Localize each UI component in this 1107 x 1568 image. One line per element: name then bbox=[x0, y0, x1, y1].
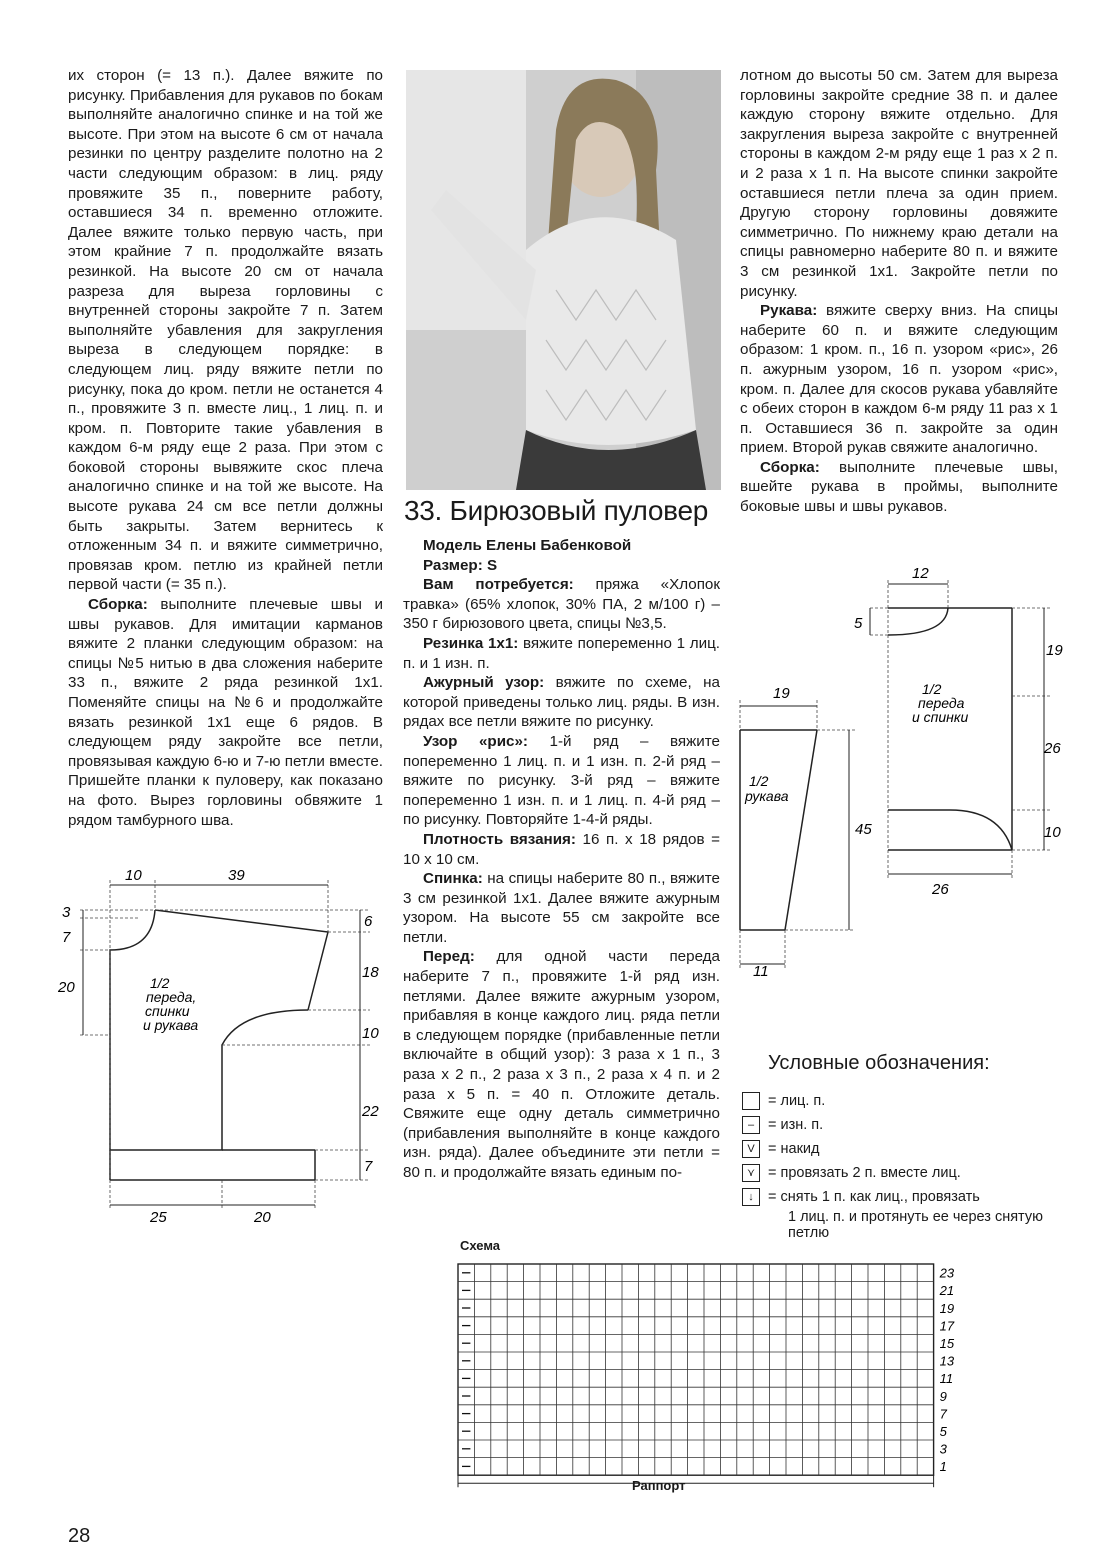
row-number: 17 bbox=[939, 1318, 955, 1334]
legend-item bbox=[742, 1113, 1062, 1137]
front-text: для одной части переда наберите 7 п., провяжите 1-й ряд изн. петлями. Далее вяжите ажурным узором, прибавляя в конце каждого лиц. ряда петли в следующем порядке (прибавленные петли включайте в общий узор): 3 раза х 1 п., 3 раза х 2 п., 2 раза х 3 п., 2 раза х 4 п. и 2 раза х 5 п. = 40 п. Отложите деталь. Свяжите еще одну деталь симметрично (прибавления выполняйте в конце каждого изн. ряда). Далее объедините эти петли = 80 п. и продолжайте вязать единым по- bbox=[403, 948, 720, 1181]
assembly-heading: Сборка: bbox=[760, 458, 820, 476]
diagram-label: 1/2 bbox=[749, 773, 769, 789]
scheme-title: Схема bbox=[460, 1238, 501, 1253]
gauge-heading: Плотность вязания: bbox=[423, 830, 576, 848]
legend-text: = лиц. п. bbox=[768, 1093, 826, 1109]
sleeves-heading: Рукава: bbox=[760, 302, 818, 320]
front-heading: Перед: bbox=[423, 948, 475, 966]
photo-illustration bbox=[406, 70, 721, 490]
row-number: 7 bbox=[939, 1406, 947, 1422]
dim-label: 10 bbox=[1044, 824, 1061, 841]
dim-label: 20 bbox=[58, 979, 75, 996]
rib-heading: Резинка 1х1: bbox=[423, 634, 519, 652]
paragraph: лотном до высоты 50 см. Затем для выреза горловины закройте средние 38 п. и далее каждую сторону вяжите отдельно. Для закругления выреза закройте с внутренней стороны в каждом 2-м ряду еще 1 раз х 2 п. и 2 раза х 1 п. На высоте спинки закройте оставшиеся петли плеча за один прием. Другую сторону горловины довяжите симметрично. По нижнему краю детали на спицы равномерно наберите 80 п. и вяжите 3 см резинкой 1х1. Закройте петли по рисунку. bbox=[740, 67, 1058, 300]
dim-label: 26 bbox=[932, 881, 949, 898]
dim-label: 18 bbox=[362, 964, 379, 981]
dim-label: 10 bbox=[362, 1025, 379, 1042]
legend-text: = изн. п. bbox=[768, 1117, 824, 1133]
text-column-3 bbox=[740, 66, 1058, 517]
row-number: 11 bbox=[939, 1371, 954, 1387]
dim-label: 19 bbox=[773, 685, 790, 702]
assembly-heading: Сборка: bbox=[88, 596, 148, 614]
dim-label: 39 bbox=[228, 867, 245, 884]
row-number: 1 bbox=[939, 1459, 947, 1475]
knit-symbol-icon bbox=[742, 1092, 760, 1110]
row-number: 15 bbox=[939, 1336, 955, 1351]
dim-label: 22 bbox=[362, 1103, 379, 1120]
diagram-label: рукава bbox=[745, 788, 789, 804]
materials bbox=[403, 575, 720, 634]
row-numbers bbox=[939, 1266, 955, 1475]
lace-text: вяжите по схеме, на которой приведены только лиц. ряды. В изн. рядах все петли вяжите по рисунку. bbox=[403, 674, 720, 731]
sleeves-text: вяжите сверху вниз. На спицы наберите 60 п. и вяжите следующим образом: 1 кром. п., 16 п. узором «рис», 26 п. ажурным узором, 16 п. узором «рис», кром. п. Далее для скосов рукава убавляйте с обеих сторон в каждом 6-м ряду 11 раз х 1 п. Оставшиеся 36 п. закройте за один прием. Второй рукав свяжите аналогично. bbox=[740, 302, 1058, 457]
rib-pattern bbox=[403, 634, 720, 673]
dim-label: 10 bbox=[125, 867, 142, 884]
dim-label: 7 bbox=[364, 1158, 373, 1175]
yarn-over-symbol-icon: V bbox=[742, 1140, 760, 1158]
dim-label: 26 bbox=[1044, 740, 1061, 757]
chart-grid bbox=[458, 1264, 934, 1487]
k2tog-symbol-icon: ⋎ bbox=[742, 1164, 760, 1182]
dim-label: 11 bbox=[753, 963, 769, 980]
rib-text: вяжите попеременно 1 лиц. п. и 1 изн. п. bbox=[403, 634, 721, 672]
row-number: 21 bbox=[939, 1283, 955, 1299]
legend-item bbox=[742, 1161, 1062, 1185]
row-number: 23 bbox=[939, 1265, 955, 1281]
text-column-2 bbox=[403, 536, 720, 1183]
size-text: Размер: S bbox=[423, 556, 498, 574]
diagram-label: переда, bbox=[146, 989, 197, 1005]
size bbox=[403, 556, 720, 576]
legend-text: = накид bbox=[768, 1141, 820, 1157]
row-number: 19 bbox=[939, 1300, 955, 1316]
dim-label: 5 bbox=[854, 615, 863, 632]
model-author bbox=[403, 536, 720, 556]
legend-item bbox=[742, 1089, 1062, 1113]
dim-label: 25 bbox=[150, 1209, 167, 1226]
dim-label: 7 bbox=[62, 929, 71, 946]
diagram-label: и спинки bbox=[912, 709, 969, 725]
model-author-text: Модель Елены Бабенковой bbox=[423, 537, 632, 554]
model-photo bbox=[406, 70, 721, 490]
gauge bbox=[403, 830, 720, 869]
materials-text: пряжа «Хлопок травка» (65% хлопок, 30% ПА, 2 м/100 г) – 350 г бирюзового цвета, спицы №3,5. bbox=[403, 576, 721, 633]
paragraph: их сторон (= 13 п.). Далее вяжите по рисунку. Прибавления для рукавов по бокам выполняйте аналогично спинке и на той же высоте. При этом на высоте 6 см от начала резинки по центру разделите полотно на 2 части следующим образом: в лиц. ряду провяжите 35 п., поверните работу, оставшиеся 34 п. временно отложите. Далее вяжите только первую часть, при этом крайние 7 п. продолжайте вязать резинкой. На высоте 20 см от начала разреза для выреза горловины с внутренней стороны закройте 7 п. Затем выполняйте убавления для закругления выреза в следующем порядке: в следующем лиц. ряду вяжите петли по рисунку, пока до кром. петли не останется 4 п., провяжите 3 п. вместе лиц., 1 лиц. п. и кром. п. Повторите такие убавления в каждом 6-м ряду еще 2 раза. При этом с боковой стороны вывяжите скос плеча аналогично спинке и на той же высоте. На высоте рукава 24 см все петли должны быть закрыты. Затем вернитесь к отложенным 34 п. и вяжите симметрично, провязав кром. петлю из крайней петли первой части (= 35 п.). bbox=[68, 67, 383, 594]
dim-label: 6 bbox=[364, 913, 373, 930]
dim-label: 20 bbox=[254, 1209, 271, 1226]
rice-text: 1-й ряд – вяжите попеременно 1 лиц. п. и 1 изн. п. 2-й ряд – вяжите по рисунку. 3-й ряд – вяжите попеременно 1 изн. п. и 1 лиц. п. 4-й ряд – по рисунку. Повторяйте 1-4-й ряды. bbox=[403, 732, 720, 829]
rice-heading: Узор «рис»: bbox=[423, 732, 528, 750]
legend bbox=[742, 1052, 1062, 1241]
legend-item bbox=[742, 1137, 1062, 1161]
diagram-label: 1/2 bbox=[150, 975, 170, 991]
knitting-chart bbox=[455, 1262, 975, 1492]
pattern-diagram-front-back-sleeve bbox=[50, 860, 390, 1230]
pattern-diagram-sleeve bbox=[735, 680, 872, 980]
row-number: 9 bbox=[939, 1388, 947, 1404]
front-section bbox=[403, 947, 720, 1182]
legend-item bbox=[742, 1185, 1062, 1209]
dim-label: 3 bbox=[62, 904, 71, 921]
paragraph-assembly bbox=[68, 595, 383, 830]
back-text: на спицы наберите 80 п., вяжите 3 см резинкой 1х1. Далее вяжите ажурным узором. На высоте 55 см закройте все петли. bbox=[403, 870, 720, 946]
legend-text: = провязать 2 п. вместе лиц. bbox=[768, 1165, 961, 1181]
purl-symbol-icon: – bbox=[742, 1116, 760, 1134]
rice-pattern bbox=[403, 732, 720, 830]
pattern-diagram-body bbox=[850, 560, 1070, 900]
row-number: 5 bbox=[939, 1424, 947, 1439]
dim-label: 19 bbox=[1046, 642, 1063, 659]
article-title: 33. Бирюзовый пуловер bbox=[404, 495, 708, 526]
diagram-label: спинки bbox=[145, 1003, 190, 1019]
dim-label: 45 bbox=[855, 821, 872, 838]
skp-symbol-icon: ↓ bbox=[742, 1188, 760, 1206]
diagram-label: 1/2 bbox=[922, 681, 942, 697]
rapport-label: Раппорт bbox=[632, 1478, 686, 1493]
row-number: 13 bbox=[939, 1353, 955, 1369]
back-heading: Спинка: bbox=[423, 870, 483, 888]
gauge-text: 16 п. х 18 рядов = 10 х 10 см. bbox=[403, 830, 720, 868]
row-number: 3 bbox=[939, 1441, 947, 1457]
assembly-section bbox=[740, 458, 1058, 517]
assembly-text: выполните плечевые швы и швы рукавов. Для имитации карманов вяжите 2 планки следующим образом: на спицы №5 нитью в два сложения наберите 33 п., вяжите 2 ряда резинкой 1х1. Поменяйте спицы на №6 и продолжайте вязать резинкой 1х1 еще 6 рядов. В следующем ряду закройте все петли, провязывая каждую 6-ю и 7-ю петли вместе. Пришейте планки к пуловеру, как показано на фото. Вырез горловины обвяжите 1 рядом тамбурного шва. bbox=[68, 596, 383, 829]
legend-text: = снять 1 п. как лиц., провязать bbox=[768, 1189, 980, 1205]
lace-pattern bbox=[403, 673, 720, 732]
diagram-label: переда bbox=[918, 695, 965, 711]
assembly-text: выполните плечевые швы, вшейте рукава в проймы, выполните боковые швы и швы рукавов. bbox=[740, 458, 1058, 516]
page-number: 28 bbox=[68, 1525, 91, 1547]
sleeves-section bbox=[740, 301, 1058, 458]
materials-heading: Вам потребуется: bbox=[423, 576, 574, 594]
back-section bbox=[403, 869, 720, 947]
legend-text-cont: 1 лиц. п. и протянуть ее через снятую петлю bbox=[788, 1209, 1043, 1241]
dim-label: 12 bbox=[912, 565, 929, 582]
diagram-label: и рукава bbox=[143, 1017, 199, 1033]
text-column-1 bbox=[68, 66, 383, 830]
legend-title: Условные обозначения: bbox=[768, 1052, 990, 1074]
lace-heading: Ажурный узор: bbox=[423, 674, 545, 692]
